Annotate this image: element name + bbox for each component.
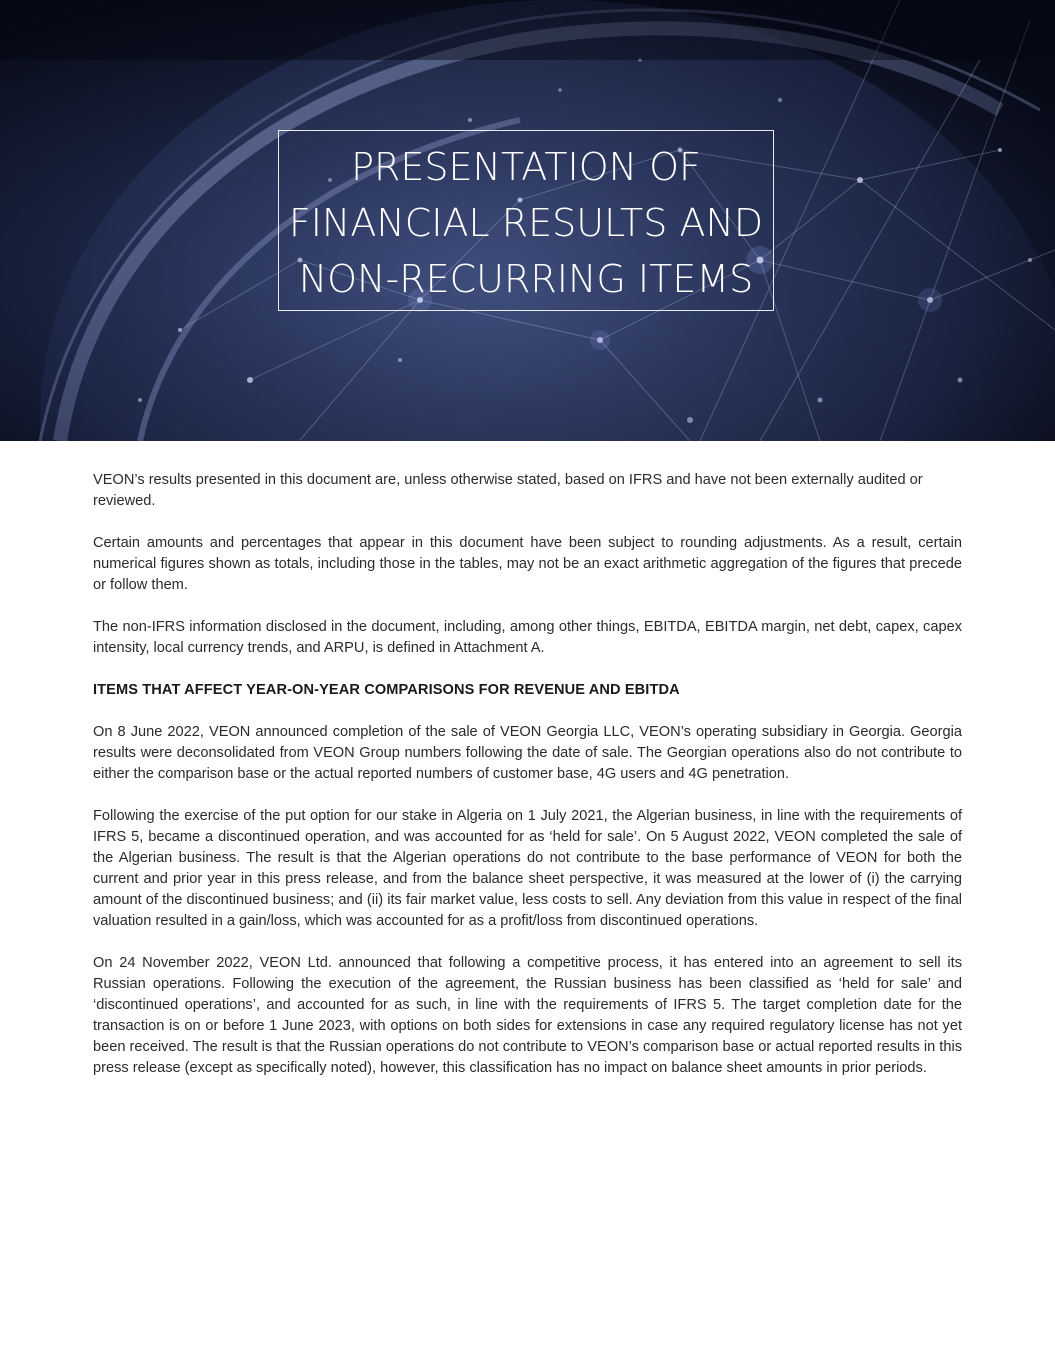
paragraph-algeria: Following the exercise of the put option for our stake in Algeria on 1 July 2021, the Algerian business, in line with the requirements of IFRS 5, became a discontinued operation, and was accounted for as ‘held for sale’. On 5 August 2022, VEON completed the sale of the Algerian business. The result is that the Algerian operations do not contribute to the base performance of VEON for both the current and prior year in this press release, and from the balance sheet perspective, it was measured at the lower of (i) the carrying amount of the discontinued business; and (ii) its fair market value, less costs to sell. Any deviation from this value in respect of the final valuation resulted in a gain/loss, which was accounted for as a profit/loss from discontinued operations. — [93, 808, 962, 929]
section-heading: ITEMS THAT AFFECT YEAR-ON-YEAR COMPARISONS FOR REVENUE AND EBITDA — [93, 682, 680, 698]
paragraph-ifrs-basis: VEON’s results presented in this document are, unless otherwise stated, based on IFRS and have not been externally audited or reviewed. — [93, 472, 923, 509]
hero-banner — [0, 0, 1055, 441]
paragraph-non-ifrs: The non-IFRS information disclosed in the document, including, among other things, EBITDA, EBITDA margin, net debt, capex, capex intensity, local currency trends, and ARPU, is defined in Attachment A. — [93, 619, 962, 656]
paragraph-rounding: Certain amounts and percentages that appear in this document have been subject to rounding adjustments. As a result, certain numerical figures shown as totals, including those in the tables, may not be an exact arithmetic aggregation of the figures that precede or follow them. — [93, 535, 962, 593]
page-title — [289, 135, 763, 307]
title-frame — [278, 130, 774, 311]
title-line-1: PRESENTATION OF — [351, 144, 701, 189]
document-body — [93, 470, 962, 1100]
title-line-3: NON-RECURRING ITEMS — [298, 256, 754, 301]
paragraph-georgia: On 8 June 2022, VEON announced completion of the sale of VEON Georgia LLC, VEON’s operating subsidiary in Georgia. Georgia results were deconsolidated from VEON Group numbers following the date of sale. The Georgian operations also do not contribute to either the comparison base or the actual reported numbers of customer base, 4G users and 4G penetration. — [93, 724, 962, 782]
title-line-2: FINANCIAL RESULTS AND — [288, 200, 764, 245]
paragraph-russia: On 24 November 2022, VEON Ltd. announced that following a competitive process, it has entered into an agreement to sell its Russian operations. Following the execution of the agreement, the Russian business has been classified as ‘held for sale’ and ‘discontinued operations’, and accounted for as such, in line with the requirements of IFRS 5. The target completion date for the transaction is on or before 1 June 2023, with options on both sides for extensions in case any required regulatory license has not yet been received. The result is that the Russian operations do not contribute to VEON’s comparison base or actual reported results in this press release (except as specifically noted), however, this classification has no impact on balance sheet amounts in prior periods. — [93, 955, 962, 1076]
